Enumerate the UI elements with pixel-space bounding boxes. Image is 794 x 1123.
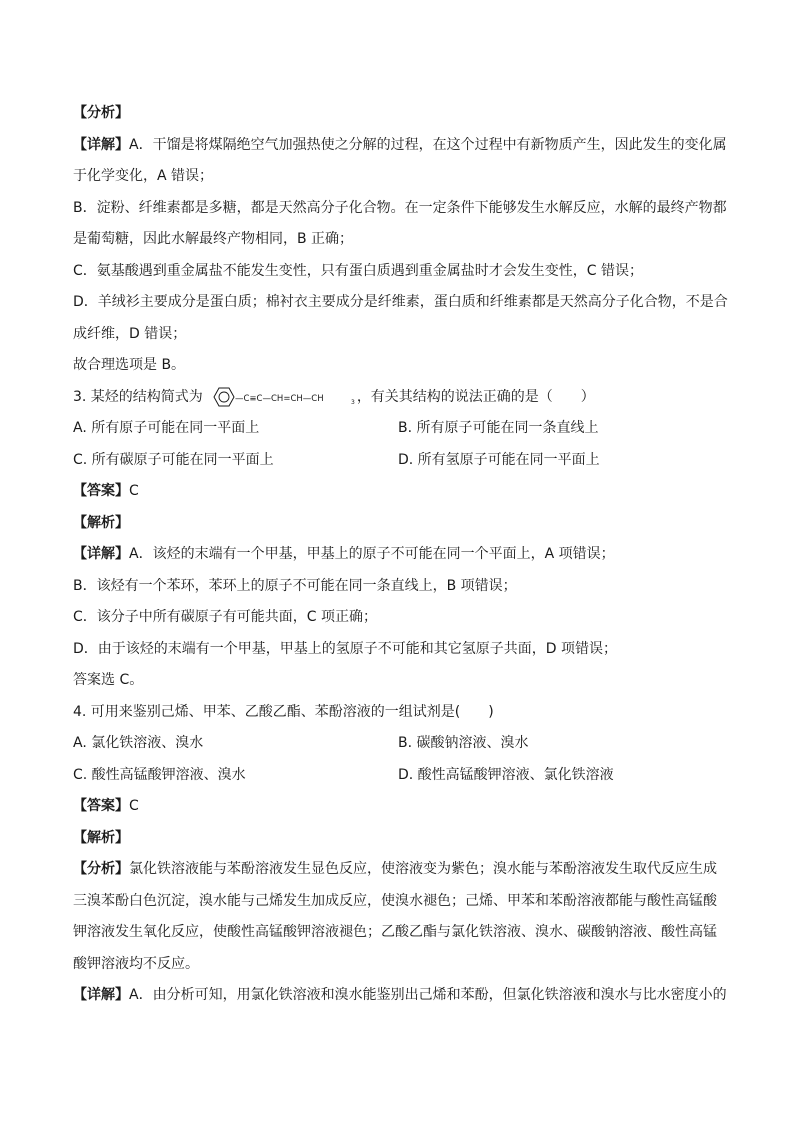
q4-answer [73,791,733,823]
q4-analysis-line-2: 三溴苯酚白色沉淀，溴水能与己烯发生加成反应，使溴水褪色；己烯、甲苯和苯酚溶液都能与酸性高锰酸 [73,892,717,909]
formula-chain: —C≡C—CH=CH—CH [234,393,324,404]
q4-option-b: B. 碳酸钠溶液、溴水 [398,735,529,751]
q4-analysis-text: 氯化铁溶液能与苯酚溶液发生显色反应，使溶液变为紫色；溴水能与苯酚溶液发生取代反应生成 [129,861,717,877]
q3-detail-text: A．该烃的末端有一个甲基，甲基上的原子不可能在同一个平面上，A 项错误； [129,546,615,562]
q3-options-row-2 [73,445,733,477]
q3-option-c: C. 所有碳原子可能在同一平面上 [73,451,274,468]
explain-tag: 【解析】 [73,514,129,531]
detail-tag: 【详解】 [73,136,129,153]
q2-detail-line-7: 成纤维，D 错误； [73,325,187,342]
analysis-tag: 【分析】 [73,105,129,121]
q4-stem: 4. 可用来鉴别己烯、甲苯、乙酸乙酯、苯酚溶液的一组试剂是( ) [73,703,494,720]
answer-tag: 【答案】 [73,483,129,499]
explain-tag: 【解析】 [73,829,129,846]
detail-tag: 【详解】 [73,546,129,562]
q3-answer [73,476,733,508]
benzene-ring-icon [205,385,355,409]
analysis-heading [73,98,733,130]
document-page [73,98,733,1012]
q3-stem [73,382,733,414]
q4-option-d: D. 酸性高锰酸钾溶液、氯化铁溶液 [398,766,614,783]
q4-answer-value: C [129,798,139,814]
q2-detail-line-5: C．氨基酸遇到重金属盐不能发生变性，只有蛋白质遇到重金属盐时才会发生变性，C 错误； [73,262,643,279]
q4-options-row-1 [73,728,733,760]
q3-stem-prefix: 3. 某烃的结构简式为 [73,388,203,405]
q3-option-a: A. 所有原子可能在同一平面上 [73,420,260,436]
detail-tag: 【详解】 [73,987,129,1003]
q3-detail-line-2: B．该烃有一个苯环，苯环上的原子不可能在同一条直线上，B 项错误； [73,577,517,594]
q4-analysis-line-1 [73,854,733,886]
q2-detail-line-3: B．淀粉、纤维素都是多糖，都是天然高分子化合物。在一定条件下能够发生水解反应，水解的最终产物都 [73,199,727,216]
q4-detail-text: A．由分析可知，用氯化铁溶液和溴水能鉴别出己烯和苯酚，但氯化铁溶液和溴水与比水密度小的 [129,987,727,1003]
q2-detail-line-4: 是葡萄糖，因此水解最终产物相同，B 正确； [73,231,354,247]
q3-stem-suffix: ，有关其结构的说法正确的是（ ） [356,388,595,405]
structural-formula [205,385,355,409]
q3-explain-heading [73,508,733,540]
q4-option-a: A. 氯化铁溶液、溴水 [73,735,204,751]
q4-option-c: C. 酸性高锰酸钾溶液、溴水 [73,766,246,783]
q4-detail-line-1 [73,980,733,1012]
q2-detail-text: A．干馏是将煤隔绝空气加强热使之分解的过程，在这个过程中有新物质产生，因此发生的变化属 [129,136,727,153]
q3-detail-line-4: D．由于该烃的末端有一个甲基，甲基上的氢原子不可能和其它氢原子共面，D 项错误； [73,640,618,657]
q4-analysis-line-3: 钾溶液发生氧化反应，使酸性高锰酸钾溶液褪色；乙酸乙酯与氯化铁溶液、溴水、碳酸钠溶液、酸性高锰 [73,924,717,940]
q3-answer-value: C [129,483,139,499]
q4-explain-heading [73,823,733,855]
q4-analysis-line-4: 酸钾溶液均不反应。 [73,955,199,972]
q2-conclusion: 故合理选项是 B。 [73,357,186,373]
q3-options-row-1 [73,413,733,445]
analysis-tag: 【分析】 [73,861,129,877]
answer-tag: 【答案】 [73,798,129,814]
q2-detail-line-1 [73,130,733,162]
formula-subscript: 3 [350,398,355,406]
q2-detail-line-2: 于化学变化，A 错误； [73,168,214,184]
q3-detail-line-3: C．该分子中所有碳原子有可能共面，C 项正确； [73,609,377,625]
q2-detail-line-6: D．羊绒衫主要成分是蛋白质；棉衬衣主要成分是纤维素，蛋白质和纤维素都是天然高分子化合物，不是合 [73,294,728,310]
q3-conclusion: 答案选 C。 [73,672,144,688]
q3-option-b: B. 所有原子可能在同一条直线上 [398,420,599,436]
q3-option-d: D. 所有氢原子可能在同一平面上 [398,451,600,468]
q4-options-row-2 [73,760,733,792]
q3-detail-line-1 [73,539,733,571]
